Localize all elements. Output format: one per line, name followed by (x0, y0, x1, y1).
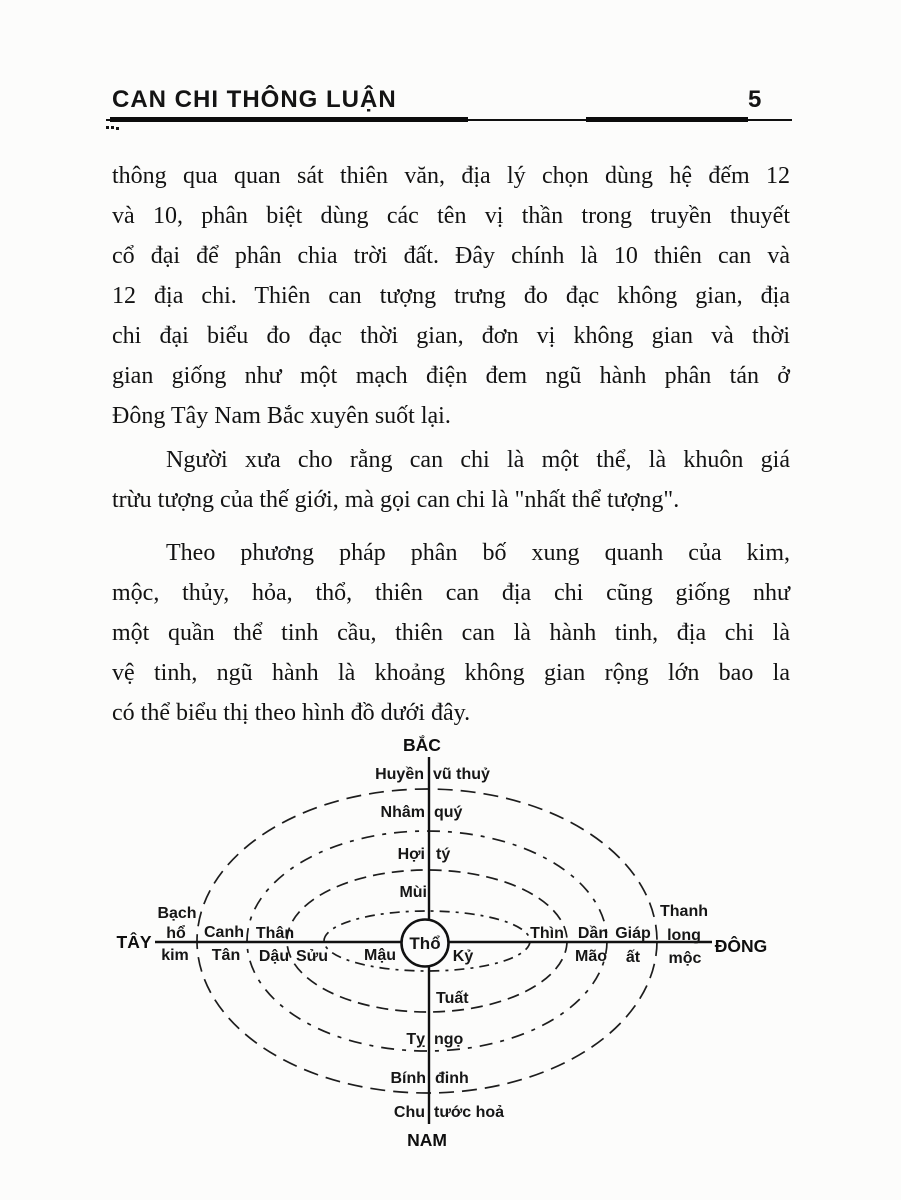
body-line: 12 địa chi. Thiên can tượng trưng đo đạc không gian, địa (112, 283, 790, 309)
body-line: mộc, thủy, hỏa, thổ, thiên can địa chi cũng giống như (112, 580, 790, 606)
body-line: chi đại biểu đo đạc thời gian, đơn vị không gian và thời (112, 323, 790, 349)
body-line: Đông Tây Nam Bắc xuyên suốt lại. (112, 403, 451, 429)
label-moc: mộc (668, 950, 702, 967)
label-bach: Bạch (157, 905, 197, 922)
label-chu-tuoc-hoa-left: Chu (393, 1104, 425, 1121)
label-hoi-ty-right: tý (436, 846, 451, 863)
label-ty-ngo-right: ngọ (434, 1031, 464, 1048)
label-at: ất (625, 949, 641, 966)
label-canh: Canh (204, 924, 244, 941)
label-binh-dinh-right: đinh (435, 1070, 469, 1087)
body-line: có thể biểu thị theo hình đồ dưới đây. (112, 700, 471, 726)
label-tan: Tân (211, 947, 241, 964)
label-binh-dinh-left: Bính (390, 1070, 426, 1087)
label-dau: Dậu (258, 948, 290, 965)
page-number: 5 (748, 86, 762, 113)
body-line: và 10, phân biệt dùng các tên vị thần trong truyền thuyết (112, 203, 790, 229)
label-ho: hổ (166, 925, 186, 942)
body-line: một quần thể tinh cầu, thiên can là hành tinh, địa chi là (112, 620, 790, 646)
label-dong: ĐÔNG (714, 936, 768, 956)
label-than: Thân (255, 925, 295, 942)
label-mao: Mão (575, 948, 607, 965)
label-suu: Sửu (295, 948, 329, 965)
label-long: long (667, 927, 701, 944)
body-line: cổ đại để phân chia trời đất. Đây chính là 10 thiên can và (112, 243, 790, 269)
page-header-title: CAN CHI THÔNG LUẬN (112, 86, 397, 113)
body-line: gian giống như một mạch điện đem ngũ hành phân tán ở (112, 363, 790, 389)
body-line: thông qua quan sát thiên văn, địa lý chọn dùng hệ đếm 12 (112, 163, 790, 189)
body-line: vệ tinh, ngũ hành là khoảng không gian rộng lớn bao la (112, 660, 790, 686)
label-huyen-vu-thuy-left: Huyền (375, 766, 424, 783)
label-nham-quy-right: quý (434, 804, 463, 821)
label-mau: Mậu (364, 947, 396, 964)
label-tho: Thổ (409, 934, 441, 953)
label-giap: Giáp (615, 925, 651, 942)
label-nham-quy-left: Nhâm (380, 804, 425, 821)
body-line: Theo phương pháp phân bố xung quanh của kim, (166, 540, 790, 566)
label-dan: Dần (577, 925, 609, 942)
label-tuat: Tuất (436, 990, 469, 1007)
label-chu-tuoc-hoa-right: tước hoả (434, 1104, 505, 1121)
label-nam: NAM (407, 1130, 447, 1150)
label-huyen-vu-thuy-right: vũ thuỷ (433, 766, 490, 783)
label-tay: TÂY (116, 932, 152, 952)
body-line: Người xưa cho rằng can chi là một thể, là khuôn giá (166, 447, 790, 473)
label-kim: kim (161, 947, 189, 964)
body-line: trừu tượng của thế giới, mà gọi can chi là "nhất thể tượng". (112, 487, 680, 513)
label-ty-ngo-left: Tỵ (406, 1031, 425, 1048)
label-thanh: Thanh (660, 903, 708, 920)
label-mui: Mùi (399, 884, 427, 901)
label-ky: Kỷ (452, 948, 474, 965)
label-hoi-ty-left: Hợi (397, 846, 425, 863)
label-bac: BẮC (403, 735, 441, 755)
label-thin: Thìn (530, 925, 564, 942)
